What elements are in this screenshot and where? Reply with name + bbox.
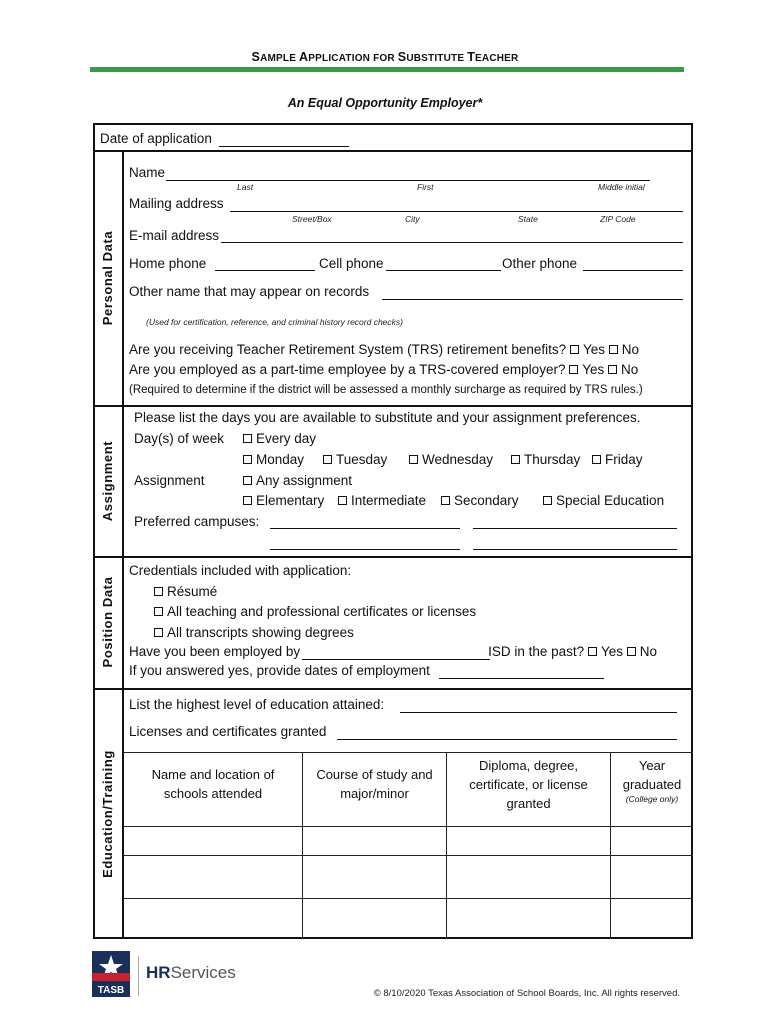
edu-header-course: Course of study and major/minor	[316, 767, 433, 801]
campus-field-1[interactable]	[270, 528, 460, 529]
hr-services-logo: HRServices	[146, 963, 236, 982]
copyright-text: © 8/10/2020 Texas Association of School Boards, Inc. All rights reserved.	[373, 988, 680, 999]
mailing-sub-city: City	[405, 214, 420, 224]
every-day-option[interactable]: Every day	[243, 431, 316, 447]
other-phone-field[interactable]	[583, 270, 683, 271]
name-sub-first: First	[417, 182, 434, 192]
assignment-intro: Please list the days you are available to substitute and your assignment preferences.	[134, 410, 641, 425]
divider-date	[93, 150, 693, 152]
form-frame	[93, 123, 693, 939]
credential-transcripts-option[interactable]: All transcripts showing degrees	[154, 625, 354, 641]
form-subtitle: An Equal Opportunity Employer*	[287, 96, 483, 110]
level-elementary-option[interactable]: Elementary	[243, 493, 324, 509]
monday-checkbox[interactable]	[243, 455, 252, 464]
transcripts-checkbox[interactable]	[154, 628, 163, 637]
edu-header-year-note: (College only)	[625, 794, 679, 804]
edu-cell-r3c2[interactable]	[303, 899, 446, 937]
certificates-checkbox[interactable]	[154, 607, 163, 616]
employed-before-question: Have you been employed by ISD in the past? Yes No	[129, 644, 658, 659]
mailing-sub-zip: ZIP Code	[600, 214, 636, 224]
level-intermediate-option[interactable]: Intermediate	[338, 493, 426, 509]
credential-certificates-option[interactable]: All teaching and professional certificates or licenses	[154, 604, 476, 620]
name-sub-middle: Middle initial	[598, 182, 645, 192]
form-title: SAMPLE APPLICATION FOR SUBSTITUTE TEACHER	[251, 50, 519, 64]
tasb-logo	[92, 951, 130, 997]
mailing-address-field[interactable]	[230, 211, 683, 212]
trs1-yes-checkbox[interactable]	[570, 345, 579, 354]
day-tuesday-option[interactable]: Tuesday	[323, 452, 387, 468]
name-sub-last: Last	[237, 182, 254, 192]
title-divider	[90, 67, 684, 72]
edu-header-year: Year graduated (College only)	[611, 756, 693, 805]
credentials-label: Credentials included with application:	[129, 563, 352, 578]
name-label: Name	[129, 165, 166, 180]
highest-education-label: List the highest level of education attained:	[129, 697, 385, 712]
trs2-no-checkbox[interactable]	[608, 365, 617, 374]
any-assignment-option[interactable]: Any assignment	[243, 473, 352, 489]
trs-note: (Required to determine if the district will be assessed a monthly surcharge as required by TRS rules.)	[129, 384, 643, 396]
employment-dates-field[interactable]	[439, 678, 604, 679]
section-label-position: Position Data	[100, 576, 115, 668]
edu-cell-r2c2[interactable]	[303, 856, 446, 898]
employment-dates-label: If you answered yes, provide dates of employment	[129, 663, 430, 678]
employed-no-checkbox[interactable]	[627, 647, 636, 656]
other-name-field[interactable]	[382, 299, 683, 300]
trs1-no-checkbox[interactable]	[609, 345, 618, 354]
edu-cell-r3c4[interactable]	[611, 899, 691, 937]
wednesday-checkbox[interactable]	[409, 455, 418, 464]
mailing-address-label: Mailing address	[129, 196, 224, 211]
section-label-assignment: Assignment	[100, 440, 115, 522]
intermediate-checkbox[interactable]	[338, 496, 347, 505]
edu-cell-r1c3[interactable]	[447, 827, 610, 855]
date-of-application-label: Date of application	[100, 131, 212, 146]
cell-phone-label: Cell phone	[319, 256, 384, 271]
days-of-week-label: Day(s) of week	[134, 431, 225, 446]
highest-education-field[interactable]	[400, 712, 677, 713]
campus-field-4[interactable]	[473, 549, 677, 550]
friday-checkbox[interactable]	[592, 455, 601, 464]
campus-field-3[interactable]	[270, 549, 460, 550]
day-wednesday-option[interactable]: Wednesday	[409, 452, 493, 468]
edu-cell-r2c4[interactable]	[611, 856, 691, 898]
edu-cell-r3c3[interactable]	[447, 899, 610, 937]
trs-question-1: Are you receiving Teacher Retirement System (TRS) retirement benefits? Yes No	[129, 342, 640, 357]
assignment-label: Assignment	[134, 473, 205, 488]
special-education-checkbox[interactable]	[543, 496, 552, 505]
resume-checkbox[interactable]	[154, 587, 163, 596]
email-field[interactable]	[221, 242, 683, 243]
date-of-application-field[interactable]	[219, 146, 349, 147]
edu-cell-r1c2[interactable]	[303, 827, 446, 855]
thursday-checkbox[interactable]	[511, 455, 520, 464]
edu-cell-r1c4[interactable]	[611, 827, 691, 855]
trs-question-2: Are you employed as a part-time employee by a TRS-covered employer? Yes No	[129, 362, 639, 377]
mailing-sub-street: Street/Box	[292, 214, 332, 224]
other-phone-label: Other phone	[502, 256, 578, 271]
day-friday-option[interactable]: Friday	[592, 452, 643, 468]
elementary-checkbox[interactable]	[243, 496, 252, 505]
day-thursday-option[interactable]: Thursday	[511, 452, 580, 468]
divider-assignment	[93, 556, 693, 558]
every-day-checkbox[interactable]	[243, 434, 252, 443]
divider-position	[93, 688, 693, 690]
day-monday-option[interactable]: Monday	[243, 452, 304, 468]
district-name-field[interactable]	[302, 659, 490, 660]
other-name-note: (Used for certification, reference, and criminal history record checks)	[146, 317, 403, 327]
home-phone-field[interactable]	[215, 270, 315, 271]
licenses-label: Licenses and certificates granted	[129, 724, 327, 739]
edu-cell-r2c1[interactable]	[124, 856, 302, 898]
svg-text:TASB: TASB	[97, 985, 125, 996]
edu-cell-r3c1[interactable]	[124, 899, 302, 937]
other-name-label: Other name that may appear on records	[129, 284, 370, 299]
level-secondary-option[interactable]: Secondary	[441, 493, 519, 509]
mailing-sub-state: State	[518, 214, 538, 224]
credential-resume-option[interactable]: Résumé	[154, 584, 217, 600]
edu-cell-r1c1[interactable]	[124, 827, 302, 855]
side-column-divider	[122, 150, 124, 939]
trs2-yes-checkbox[interactable]	[569, 365, 578, 374]
email-label: E-mail address	[129, 228, 220, 243]
home-phone-label: Home phone	[129, 256, 207, 271]
level-special-education-option[interactable]: Special Education	[543, 493, 664, 509]
any-assignment-checkbox[interactable]	[243, 476, 252, 485]
logo-divider	[138, 956, 139, 996]
divider-personal	[93, 405, 693, 407]
employed-yes-checkbox[interactable]	[588, 647, 597, 656]
preferred-campuses-label: Preferred campuses:	[134, 514, 260, 529]
edu-header-schools: Name and location of schools attended	[151, 767, 275, 801]
section-label-personal: Personal Data	[100, 230, 115, 326]
name-field[interactable]	[166, 180, 650, 181]
campus-field-2[interactable]	[473, 528, 677, 529]
edu-table-top	[123, 752, 693, 753]
tuesday-checkbox[interactable]	[323, 455, 332, 464]
cell-phone-field[interactable]	[386, 270, 501, 271]
edu-cell-r2c3[interactable]	[447, 856, 610, 898]
section-label-education: Education/Training	[100, 750, 115, 878]
edu-header-diploma: Diploma, degree, certificate, or license granted	[469, 758, 588, 811]
licenses-field[interactable]	[337, 739, 677, 740]
secondary-checkbox[interactable]	[441, 496, 450, 505]
